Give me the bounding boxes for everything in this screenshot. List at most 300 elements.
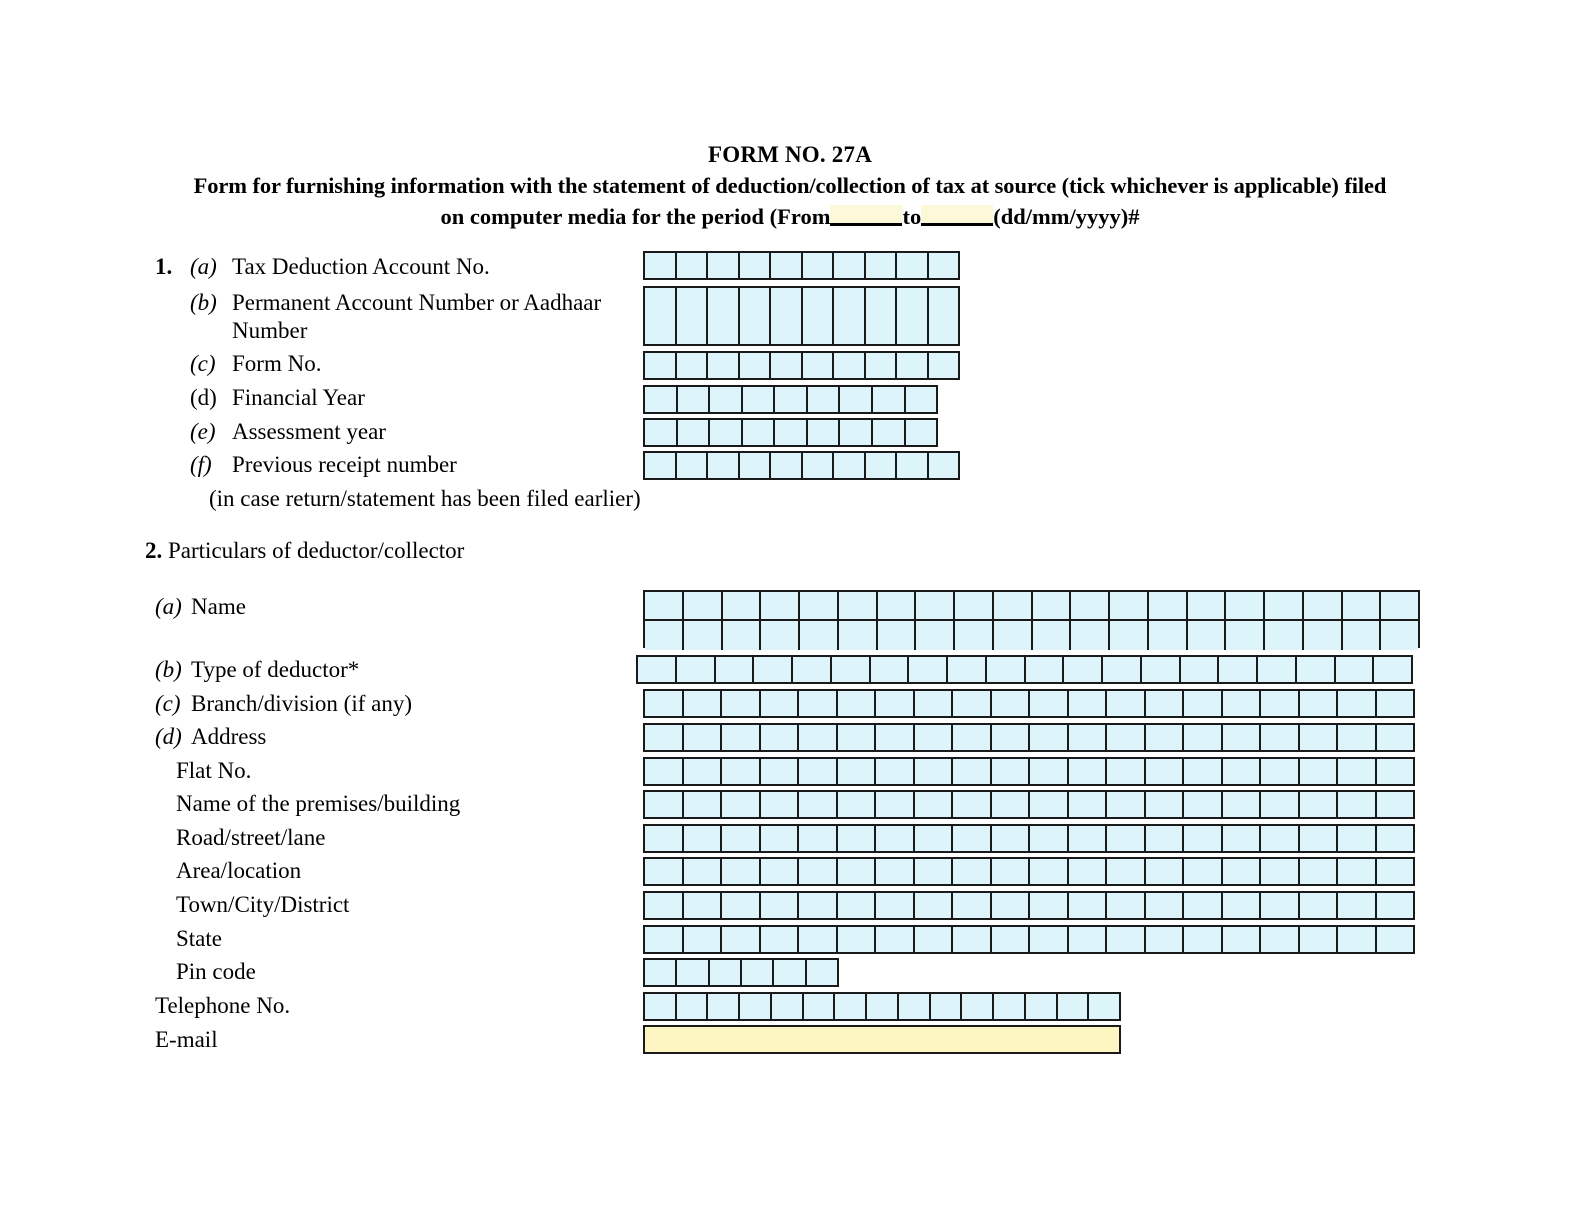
input-financial-year[interactable] (643, 385, 938, 414)
char-box[interactable] (929, 288, 959, 344)
char-box[interactable] (771, 253, 803, 278)
char-box[interactable] (1261, 859, 1300, 884)
char-box[interactable] (1223, 927, 1262, 952)
char-box[interactable] (994, 621, 1033, 650)
char-box[interactable] (800, 592, 839, 619)
char-box[interactable] (684, 621, 723, 650)
char-box[interactable] (1258, 657, 1297, 682)
char-box[interactable] (1146, 725, 1185, 750)
input-area-location[interactable] (643, 857, 1415, 886)
input-address[interactable] (643, 723, 1415, 752)
char-box[interactable] (771, 453, 803, 478)
char-box[interactable] (1069, 859, 1108, 884)
char-box[interactable] (645, 859, 684, 884)
char-box[interactable] (799, 792, 838, 817)
char-box[interactable] (645, 826, 684, 851)
char-box[interactable] (799, 893, 838, 918)
char-box[interactable] (803, 288, 835, 344)
char-box[interactable] (1261, 725, 1300, 750)
char-box[interactable] (1146, 792, 1185, 817)
char-box[interactable] (1338, 859, 1377, 884)
char-box[interactable] (1336, 657, 1375, 682)
char-box[interactable] (645, 353, 677, 378)
char-box[interactable] (992, 792, 1031, 817)
char-box[interactable] (1107, 893, 1146, 918)
char-box[interactable] (1107, 725, 1146, 750)
char-box[interactable] (1261, 893, 1300, 918)
char-box[interactable] (876, 725, 915, 750)
char-box[interactable] (916, 592, 955, 619)
char-box[interactable] (1265, 592, 1304, 619)
char-box[interactable] (866, 288, 898, 344)
char-box[interactable] (906, 387, 937, 412)
char-box[interactable] (838, 927, 877, 952)
char-box[interactable] (1107, 927, 1146, 952)
char-box[interactable] (1069, 927, 1108, 952)
char-box[interactable] (1149, 592, 1188, 619)
char-box[interactable] (1107, 759, 1146, 784)
char-box[interactable] (1030, 691, 1069, 716)
char-box[interactable] (873, 420, 906, 445)
char-box[interactable] (772, 994, 804, 1019)
char-box[interactable] (1223, 725, 1262, 750)
char-box[interactable] (1107, 792, 1146, 817)
char-box[interactable] (1223, 792, 1262, 817)
char-box[interactable] (1265, 621, 1304, 650)
char-box[interactable] (1071, 592, 1110, 619)
char-box[interactable] (1071, 621, 1110, 650)
char-box[interactable] (1261, 927, 1300, 952)
char-box[interactable] (1030, 826, 1069, 851)
char-box[interactable] (1107, 826, 1146, 851)
char-box[interactable] (1146, 826, 1185, 851)
char-box[interactable] (992, 859, 1031, 884)
char-box[interactable] (1069, 893, 1108, 918)
char-box[interactable] (645, 960, 677, 985)
char-box[interactable] (761, 621, 800, 650)
char-box[interactable] (915, 859, 954, 884)
char-box[interactable] (838, 691, 877, 716)
char-box[interactable] (953, 759, 992, 784)
name-row-2[interactable] (645, 621, 1418, 650)
char-box[interactable] (916, 621, 955, 650)
char-box[interactable] (876, 927, 915, 952)
char-box[interactable] (1226, 592, 1265, 619)
char-box[interactable] (771, 288, 803, 344)
char-box[interactable] (1338, 759, 1377, 784)
char-box[interactable] (878, 621, 917, 650)
char-box[interactable] (1374, 657, 1411, 682)
char-box[interactable] (743, 387, 776, 412)
char-box[interactable] (761, 792, 800, 817)
char-box[interactable] (1223, 759, 1262, 784)
char-box[interactable] (915, 691, 954, 716)
char-box[interactable] (684, 725, 723, 750)
char-box[interactable] (645, 725, 684, 750)
input-premises-building-name[interactable] (643, 790, 1415, 819)
char-box[interactable] (740, 453, 772, 478)
char-box[interactable] (1223, 691, 1262, 716)
char-box[interactable] (722, 725, 761, 750)
char-box[interactable] (771, 353, 803, 378)
char-box[interactable] (722, 859, 761, 884)
char-box[interactable] (1146, 759, 1185, 784)
char-box[interactable] (754, 657, 793, 682)
char-box[interactable] (832, 657, 871, 682)
char-box[interactable] (1377, 792, 1414, 817)
char-box[interactable] (645, 691, 684, 716)
char-box[interactable] (1300, 792, 1339, 817)
char-box[interactable] (1184, 859, 1223, 884)
char-box[interactable] (775, 420, 808, 445)
char-box[interactable] (743, 420, 776, 445)
char-box[interactable] (1300, 826, 1339, 851)
period-to-blank[interactable] (921, 205, 993, 226)
input-form-no[interactable] (643, 351, 960, 380)
char-box[interactable] (1146, 893, 1185, 918)
char-box[interactable] (716, 657, 755, 682)
char-box[interactable] (722, 893, 761, 918)
char-box[interactable] (1184, 927, 1223, 952)
char-box[interactable] (1300, 927, 1339, 952)
char-box[interactable] (953, 927, 992, 952)
char-box[interactable] (876, 893, 915, 918)
char-box[interactable] (677, 353, 709, 378)
char-box[interactable] (684, 826, 723, 851)
input-tax-deduction-account-no[interactable] (643, 251, 960, 280)
char-box[interactable] (1219, 657, 1258, 682)
input-type-of-deductor[interactable] (636, 655, 1413, 684)
char-box[interactable] (994, 994, 1026, 1019)
char-box[interactable] (1381, 592, 1418, 619)
char-box[interactable] (708, 253, 740, 278)
char-box[interactable] (915, 725, 954, 750)
char-box[interactable] (645, 994, 677, 1019)
char-box[interactable] (992, 826, 1031, 851)
char-box[interactable] (799, 759, 838, 784)
char-box[interactable] (645, 288, 677, 344)
char-box[interactable] (722, 792, 761, 817)
char-box[interactable] (723, 621, 762, 650)
char-box[interactable] (1146, 859, 1185, 884)
char-box[interactable] (953, 893, 992, 918)
char-box[interactable] (799, 859, 838, 884)
char-box[interactable] (873, 387, 906, 412)
char-box[interactable] (878, 592, 917, 619)
input-telephone-no[interactable] (643, 992, 1121, 1021)
input-email[interactable] (643, 1025, 1121, 1054)
char-box[interactable] (1149, 621, 1188, 650)
char-box[interactable] (1030, 792, 1069, 817)
char-box[interactable] (992, 927, 1031, 952)
char-box[interactable] (761, 592, 800, 619)
char-box[interactable] (1030, 859, 1069, 884)
char-box[interactable] (761, 927, 800, 952)
char-box[interactable] (909, 657, 948, 682)
char-box[interactable] (645, 893, 684, 918)
char-box[interactable] (838, 792, 877, 817)
char-box[interactable] (708, 288, 740, 344)
char-box[interactable] (838, 826, 877, 851)
char-box[interactable] (1184, 792, 1223, 817)
char-box[interactable] (897, 453, 929, 478)
char-box[interactable] (1184, 691, 1223, 716)
char-box[interactable] (645, 621, 684, 650)
char-box[interactable] (871, 657, 910, 682)
char-box[interactable] (1338, 792, 1377, 817)
char-box[interactable] (948, 657, 987, 682)
char-box[interactable] (897, 288, 929, 344)
input-road-street-lane[interactable] (643, 824, 1415, 853)
char-box[interactable] (1300, 759, 1339, 784)
char-box[interactable] (1377, 859, 1414, 884)
input-state[interactable] (643, 925, 1415, 954)
char-box[interactable] (992, 691, 1031, 716)
char-box[interactable] (740, 253, 772, 278)
char-box[interactable] (1300, 859, 1339, 884)
char-box[interactable] (1058, 994, 1090, 1019)
char-box[interactable] (915, 893, 954, 918)
char-box[interactable] (1300, 893, 1339, 918)
char-box[interactable] (866, 353, 898, 378)
char-box[interactable] (929, 253, 959, 278)
char-box[interactable] (684, 759, 723, 784)
char-box[interactable] (915, 927, 954, 952)
char-box[interactable] (834, 453, 866, 478)
char-box[interactable] (1343, 621, 1382, 650)
char-box[interactable] (1142, 657, 1181, 682)
char-box[interactable] (915, 792, 954, 817)
char-box[interactable] (761, 691, 800, 716)
char-box[interactable] (684, 893, 723, 918)
char-box[interactable] (1338, 927, 1377, 952)
char-box[interactable] (1338, 826, 1377, 851)
char-box[interactable] (1377, 826, 1414, 851)
char-box[interactable] (987, 657, 1026, 682)
char-box[interactable] (1146, 927, 1185, 952)
char-box[interactable] (1146, 691, 1185, 716)
char-box[interactable] (804, 994, 836, 1019)
char-box[interactable] (1107, 859, 1146, 884)
char-box[interactable] (1300, 725, 1339, 750)
char-box[interactable] (906, 420, 937, 445)
char-box[interactable] (1030, 927, 1069, 952)
char-box[interactable] (645, 253, 677, 278)
char-box[interactable] (1381, 621, 1418, 650)
char-box[interactable] (876, 691, 915, 716)
char-box[interactable] (1188, 592, 1227, 619)
char-box[interactable] (684, 792, 723, 817)
char-box[interactable] (992, 759, 1031, 784)
char-box[interactable] (722, 759, 761, 784)
char-box[interactable] (677, 960, 709, 985)
char-box[interactable] (722, 826, 761, 851)
char-box[interactable] (799, 927, 838, 952)
char-box[interactable] (1107, 691, 1146, 716)
char-box[interactable] (1261, 792, 1300, 817)
char-box[interactable] (1338, 893, 1377, 918)
char-box[interactable] (684, 691, 723, 716)
char-box[interactable] (723, 592, 762, 619)
char-box[interactable] (838, 759, 877, 784)
input-previous-receipt-number[interactable] (643, 451, 960, 480)
char-box[interactable] (684, 859, 723, 884)
char-box[interactable] (876, 792, 915, 817)
char-box[interactable] (915, 826, 954, 851)
char-box[interactable] (1223, 826, 1262, 851)
char-box[interactable] (876, 826, 915, 851)
char-box[interactable] (775, 387, 808, 412)
char-box[interactable] (1223, 893, 1262, 918)
char-box[interactable] (955, 592, 994, 619)
char-box[interactable] (838, 893, 877, 918)
char-box[interactable] (1343, 592, 1382, 619)
char-box[interactable] (677, 657, 716, 682)
char-box[interactable] (839, 592, 878, 619)
char-box[interactable] (838, 725, 877, 750)
char-box[interactable] (834, 353, 866, 378)
char-box[interactable] (677, 453, 709, 478)
char-box[interactable] (866, 253, 898, 278)
char-box[interactable] (803, 353, 835, 378)
char-box[interactable] (678, 420, 711, 445)
char-box[interactable] (1304, 621, 1343, 650)
char-box[interactable] (761, 826, 800, 851)
char-box[interactable] (1030, 759, 1069, 784)
char-box[interactable] (929, 353, 959, 378)
char-box[interactable] (807, 960, 837, 985)
char-box[interactable] (992, 725, 1031, 750)
input-town-city-district[interactable] (643, 891, 1415, 920)
char-box[interactable] (722, 927, 761, 952)
char-box[interactable] (799, 826, 838, 851)
char-box[interactable] (708, 994, 740, 1019)
char-box[interactable] (708, 353, 740, 378)
char-box[interactable] (761, 859, 800, 884)
char-box[interactable] (1338, 725, 1377, 750)
char-box[interactable] (897, 353, 929, 378)
char-box[interactable] (708, 453, 740, 478)
char-box[interactable] (1377, 759, 1414, 784)
char-box[interactable] (953, 725, 992, 750)
char-box[interactable] (1069, 691, 1108, 716)
char-box[interactable] (803, 453, 835, 478)
char-box[interactable] (677, 288, 709, 344)
char-box[interactable] (1069, 792, 1108, 817)
char-box[interactable] (1110, 621, 1149, 650)
char-box[interactable] (742, 960, 774, 985)
char-box[interactable] (1184, 826, 1223, 851)
name-row-1[interactable] (645, 592, 1418, 621)
input-flat-no[interactable] (643, 757, 1415, 786)
char-box[interactable] (835, 994, 867, 1019)
char-box[interactable] (710, 420, 743, 445)
char-box[interactable] (1300, 691, 1339, 716)
char-box[interactable] (1261, 691, 1300, 716)
char-box[interactable] (740, 288, 772, 344)
char-box[interactable] (677, 994, 709, 1019)
char-box[interactable] (677, 253, 709, 278)
char-box[interactable] (899, 994, 931, 1019)
char-box[interactable] (740, 994, 772, 1019)
char-box[interactable] (761, 759, 800, 784)
input-branch-division[interactable] (643, 689, 1415, 718)
char-box[interactable] (710, 387, 743, 412)
char-box[interactable] (876, 859, 915, 884)
char-box[interactable] (1226, 621, 1265, 650)
char-box[interactable] (1261, 826, 1300, 851)
char-box[interactable] (761, 725, 800, 750)
char-box[interactable] (645, 453, 677, 478)
char-box[interactable] (1089, 994, 1119, 1019)
char-box[interactable] (1069, 725, 1108, 750)
char-box[interactable] (1377, 893, 1414, 918)
char-box[interactable] (838, 859, 877, 884)
char-box[interactable] (915, 759, 954, 784)
char-box[interactable] (840, 420, 873, 445)
char-box[interactable] (840, 387, 873, 412)
char-box[interactable] (1338, 691, 1377, 716)
input-pin-code[interactable] (643, 958, 839, 987)
char-box[interactable] (955, 621, 994, 650)
char-box[interactable] (761, 893, 800, 918)
char-box[interactable] (867, 994, 899, 1019)
char-box[interactable] (1188, 621, 1227, 650)
char-box[interactable] (645, 927, 684, 952)
char-box[interactable] (774, 960, 806, 985)
char-box[interactable] (645, 792, 684, 817)
char-box[interactable] (1069, 826, 1108, 851)
char-box[interactable] (645, 387, 678, 412)
char-box[interactable] (1110, 592, 1149, 619)
char-box[interactable] (799, 725, 838, 750)
char-box[interactable] (897, 253, 929, 278)
char-box[interactable] (866, 453, 898, 478)
char-box[interactable] (1377, 927, 1414, 952)
char-box[interactable] (1377, 725, 1414, 750)
char-box[interactable] (953, 792, 992, 817)
char-box[interactable] (678, 387, 711, 412)
char-box[interactable] (638, 657, 677, 682)
char-box[interactable] (1030, 893, 1069, 918)
char-box[interactable] (1261, 759, 1300, 784)
char-box[interactable] (1026, 994, 1058, 1019)
char-box[interactable] (808, 387, 841, 412)
input-name[interactable] (643, 590, 1420, 648)
char-box[interactable] (645, 592, 684, 619)
char-box[interactable] (722, 691, 761, 716)
input-assessment-year[interactable] (643, 418, 938, 447)
char-box[interactable] (799, 691, 838, 716)
char-box[interactable] (1181, 657, 1220, 682)
char-box[interactable] (1184, 893, 1223, 918)
char-box[interactable] (684, 592, 723, 619)
char-box[interactable] (1033, 592, 1072, 619)
char-box[interactable] (876, 759, 915, 784)
input-permanent-account-number[interactable] (643, 286, 960, 346)
char-box[interactable] (834, 253, 866, 278)
char-box[interactable] (1297, 657, 1336, 682)
char-box[interactable] (931, 994, 963, 1019)
char-box[interactable] (953, 691, 992, 716)
period-from-blank[interactable] (830, 205, 902, 226)
char-box[interactable] (962, 994, 994, 1019)
char-box[interactable] (1064, 657, 1103, 682)
char-box[interactable] (1069, 759, 1108, 784)
char-box[interactable] (740, 353, 772, 378)
char-box[interactable] (808, 420, 841, 445)
char-box[interactable] (793, 657, 832, 682)
